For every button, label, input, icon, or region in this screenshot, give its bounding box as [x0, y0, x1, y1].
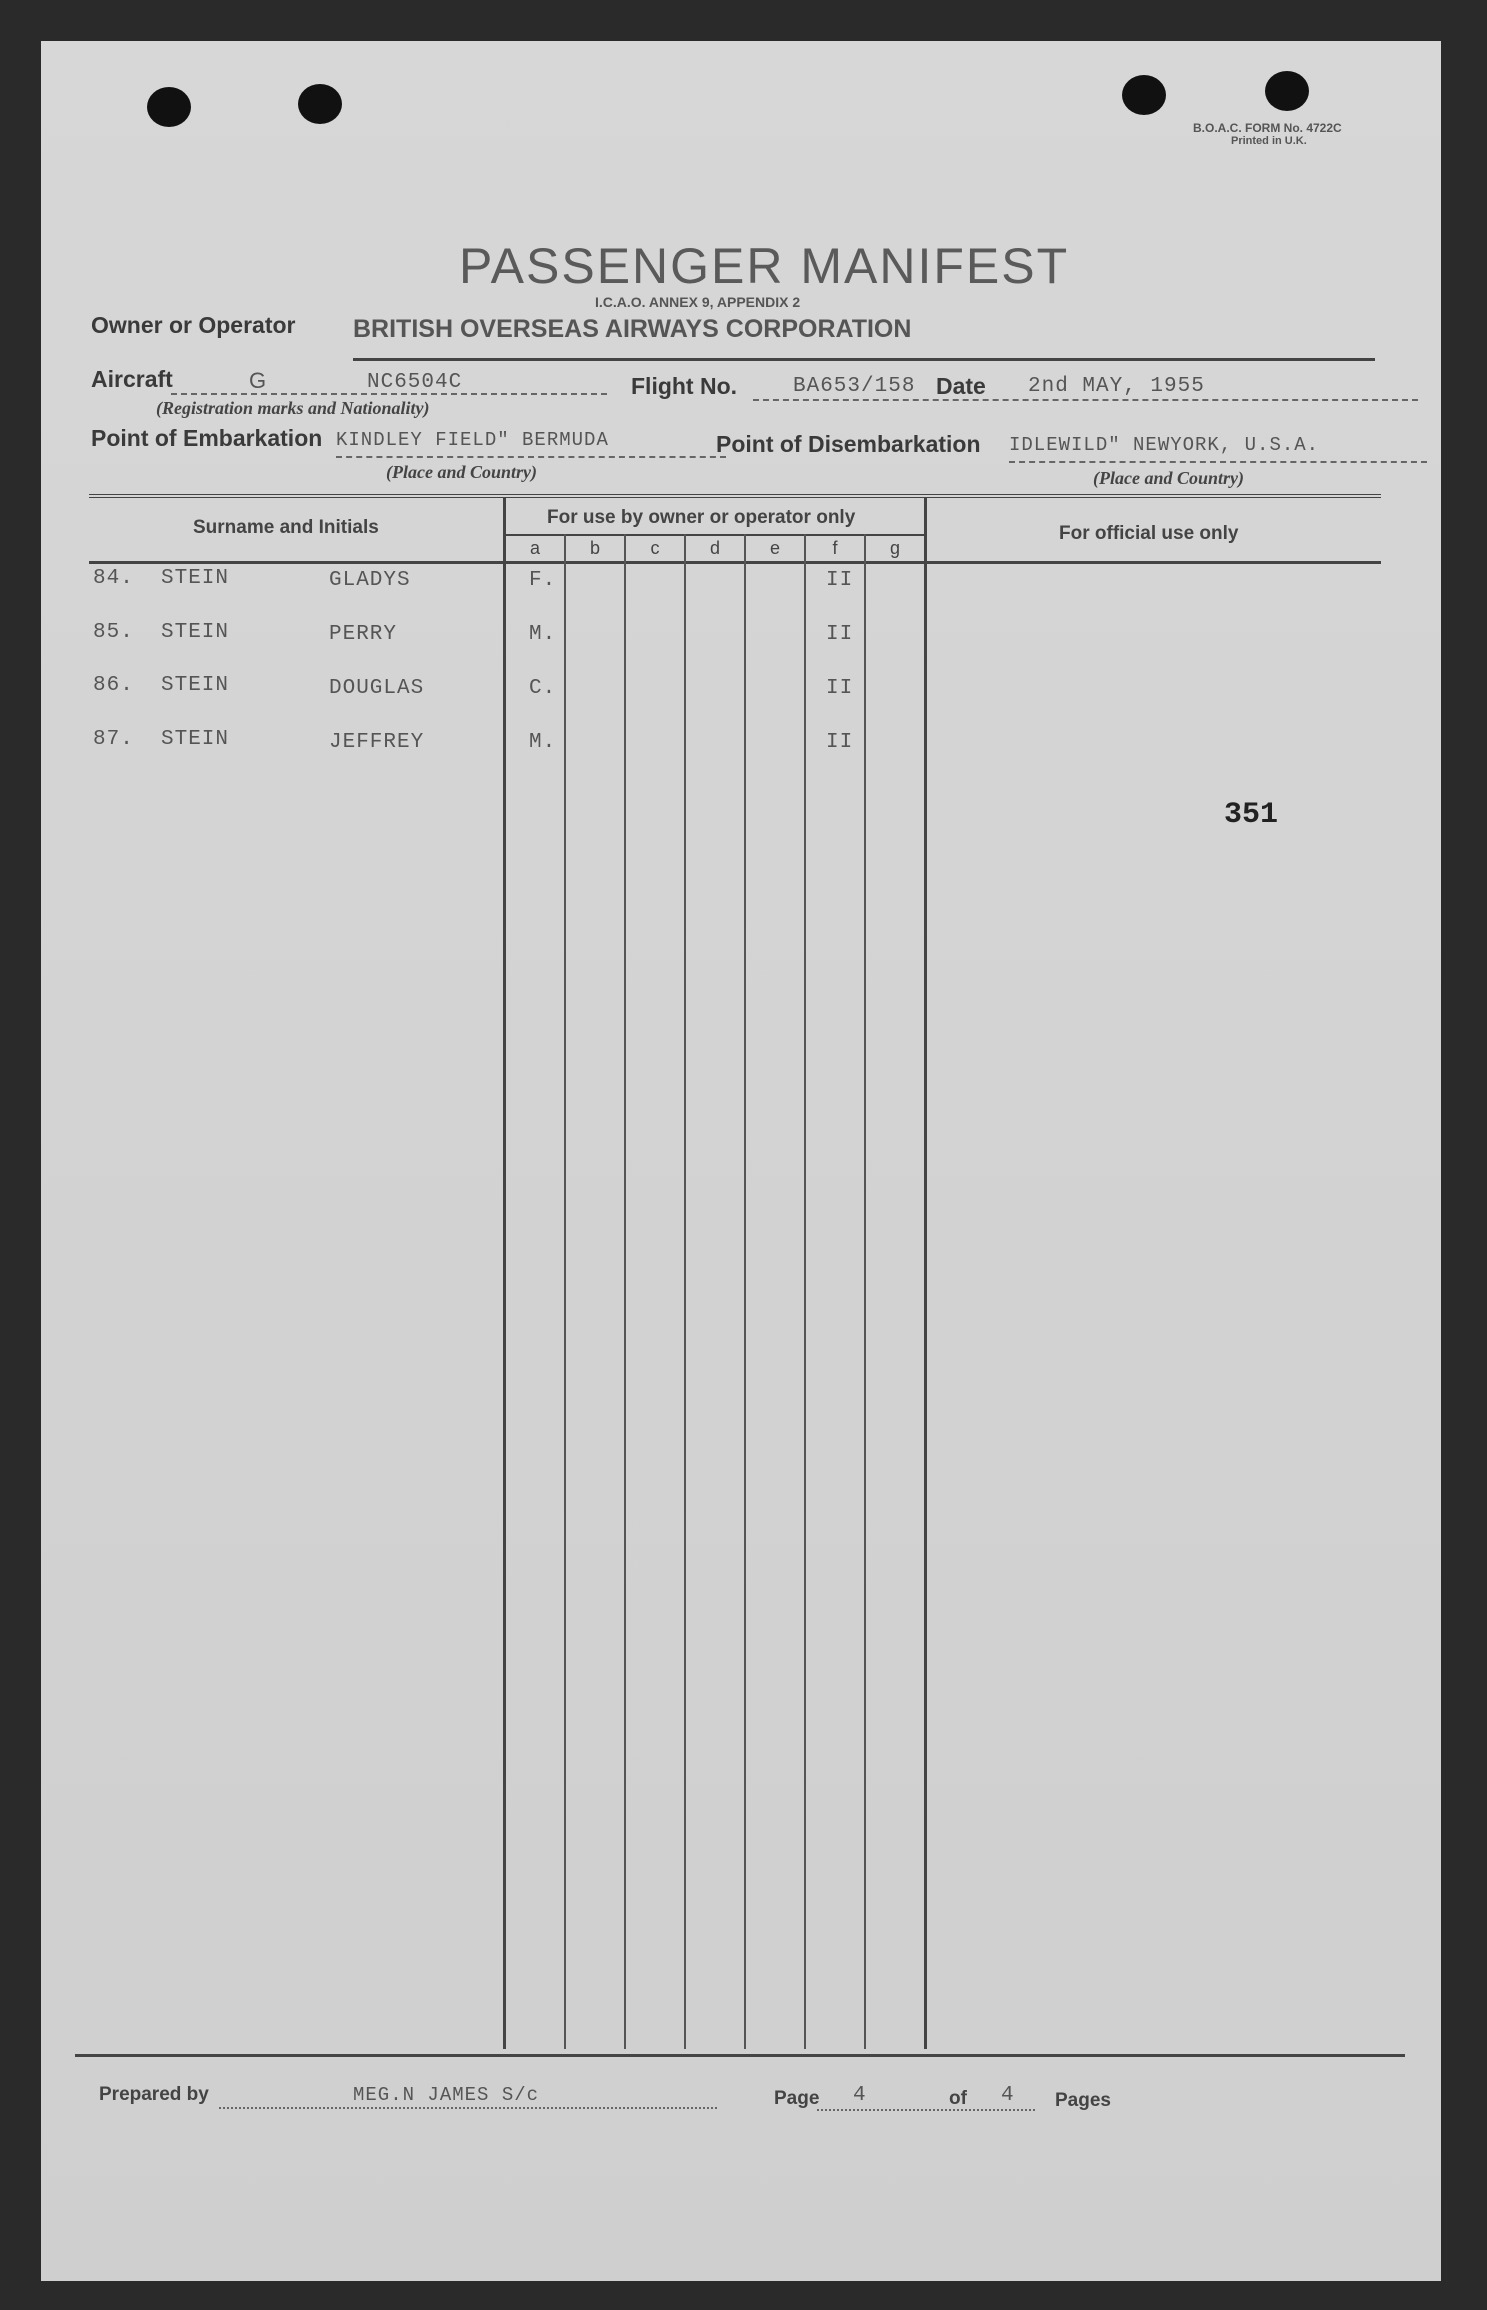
aircraft-value: NC6504C: [367, 371, 463, 394]
manifest-sheet: [41, 41, 1441, 2281]
prepared-value: MEG.N JAMES S/c: [353, 2084, 540, 2106]
col-header-g: g: [889, 538, 900, 558]
col-rule: [924, 497, 927, 2049]
page-title: PASSENGER MANIFEST: [459, 238, 1070, 294]
form-number: B.O.A.C. FORM No. 4722C: [1193, 121, 1342, 135]
operator-column-header: For use by owner or operator only: [547, 507, 856, 528]
divider: [353, 358, 1375, 361]
punch-hole: [298, 84, 342, 124]
page-subtitle: I.C.A.O. ANNEX 9, APPENDIX 2: [595, 294, 801, 310]
page-value: 4: [853, 2084, 867, 2107]
col-rule: [804, 534, 806, 2049]
row-col-f: II: [826, 623, 854, 646]
owner-label: Owner or Operator: [91, 312, 296, 338]
prepared-underline: [219, 2107, 717, 2109]
row-surname: STEIN: [161, 567, 230, 590]
col-header-f: f: [832, 538, 838, 558]
col-rule: [624, 534, 626, 2049]
header-rule: [506, 534, 926, 536]
row-number: 85.: [93, 621, 134, 644]
embark-label: Point of Embarkation: [91, 425, 323, 451]
embark-note: (Place and Country): [386, 462, 537, 482]
table-bottom-rule: [75, 2054, 1405, 2057]
row-col-a: C.: [529, 677, 557, 700]
row-surname: STEIN: [161, 621, 230, 644]
col-header-a: a: [529, 538, 540, 558]
official-column-header: For official use only: [1059, 523, 1239, 544]
header-bottom-rule: [89, 561, 1381, 564]
stamp-number: 351: [1224, 798, 1279, 832]
row-number: 86.: [93, 674, 134, 697]
aircraft-prefix: G: [249, 368, 267, 393]
col-rule: [684, 534, 686, 2049]
flight-underline: [753, 399, 1418, 401]
aircraft-underline: [171, 393, 607, 395]
row-given-name: JEFFREY: [329, 731, 425, 754]
aircraft-note: (Registration marks and Nationality): [156, 398, 430, 418]
col-rule: [503, 497, 506, 2049]
table-top-rule: [89, 494, 1381, 498]
col-header-b: b: [589, 538, 600, 558]
row-number: 87.: [93, 728, 134, 751]
row-given-name: DOUGLAS: [329, 677, 425, 700]
col-header-d: d: [709, 538, 720, 558]
date-label: Date: [936, 373, 986, 399]
disembark-value: IDLEWILD" NEWYORK, U.S.A.: [1009, 434, 1320, 456]
page-label: Page: [774, 2088, 820, 2109]
col-header-c: c: [650, 538, 660, 558]
pages-total: 4: [1001, 2084, 1015, 2107]
aircraft-label: Aircraft: [91, 366, 173, 392]
col-rule: [744, 534, 746, 2049]
embark-underline: [336, 456, 726, 458]
printed-note: Printed in U.K.: [1231, 135, 1307, 147]
flight-label: Flight No.: [631, 373, 738, 399]
owner-value: BRITISH OVERSEAS AIRWAYS CORPORATION: [353, 315, 912, 343]
row-surname: STEIN: [161, 728, 230, 751]
pages-label: Pages: [1055, 2090, 1111, 2111]
row-col-f: II: [826, 677, 854, 700]
date-value: 2nd MAY, 1955: [1028, 375, 1205, 398]
disembark-label: Point of Disembarkation: [716, 431, 981, 457]
row-col-a: M.: [529, 623, 557, 646]
row-surname: STEIN: [161, 674, 230, 697]
row-col-a: F.: [529, 569, 557, 592]
pages-underline: [973, 2109, 1035, 2111]
col-rule: [864, 534, 866, 2049]
disembark-underline: [1009, 461, 1427, 463]
row-col-f: II: [826, 731, 854, 754]
row-given-name: PERRY: [329, 623, 398, 646]
punch-hole: [147, 87, 191, 127]
punch-hole: [1122, 75, 1166, 115]
row-given-name: GLADYS: [329, 569, 411, 592]
punch-hole: [1265, 71, 1309, 111]
embark-value: KINDLEY FIELD" BERMUDA: [336, 429, 609, 451]
disembark-note: (Place and Country): [1093, 468, 1244, 488]
col-rule: [564, 534, 566, 2049]
of-label: of: [949, 2088, 967, 2109]
row-number: 84.: [93, 567, 134, 590]
row-col-a: M.: [529, 731, 557, 754]
prepared-label: Prepared by: [99, 2084, 209, 2105]
row-col-f: II: [826, 569, 854, 592]
name-column-header: Surname and Initials: [193, 517, 379, 538]
flight-value: BA653/158: [793, 375, 916, 398]
col-header-e: e: [769, 538, 780, 558]
